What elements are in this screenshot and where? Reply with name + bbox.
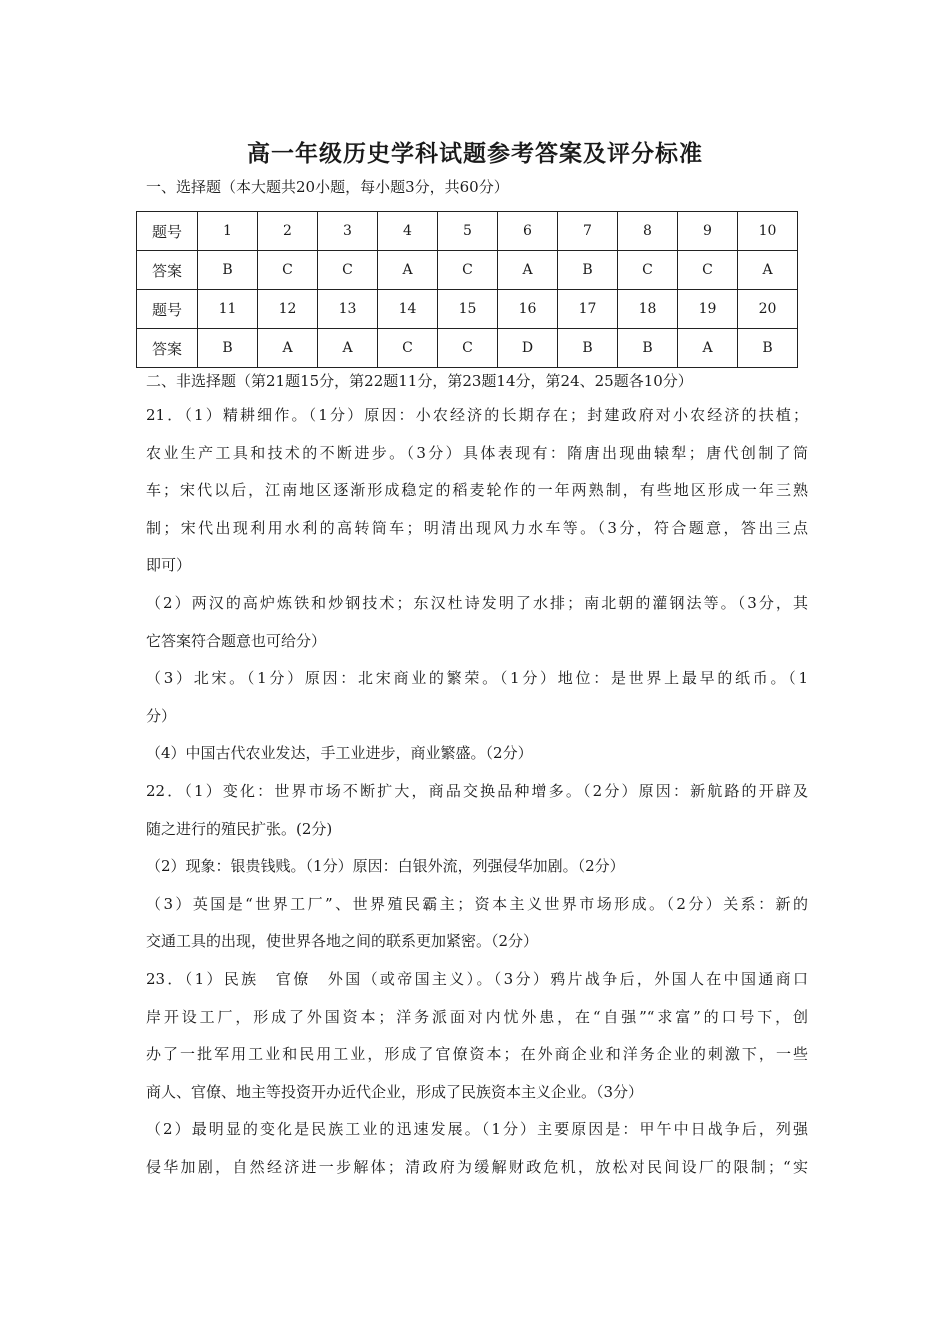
text-line: 商人、官僚、地主等投资开办近代企业，形成了民族资本主义企业。（3分） bbox=[146, 1082, 644, 1101]
table-row bbox=[137, 251, 798, 290]
table-cell: 6 bbox=[498, 212, 558, 251]
table-cell: C bbox=[678, 251, 738, 290]
table-cell: 5 bbox=[438, 212, 498, 251]
text-line: 岸开设工厂，形成了外国资本；洋务派面对内忧外患，在“自强”“求富”的口号下，创 bbox=[146, 1007, 808, 1026]
table-cell: 14 bbox=[378, 290, 438, 329]
table-cell: 2 bbox=[258, 212, 318, 251]
table-cell: 8 bbox=[618, 212, 678, 251]
table-cell: 19 bbox=[678, 290, 738, 329]
table-cell: 16 bbox=[498, 290, 558, 329]
text-line: （2）现象：银贵钱贱。（1分）原因：白银外流，列强侵华加剧。（2分） bbox=[146, 857, 625, 876]
table-cell: 15 bbox=[438, 290, 498, 329]
table-cell: C bbox=[438, 251, 498, 290]
table-cell: 4 bbox=[378, 212, 438, 251]
table-row bbox=[137, 212, 798, 251]
table-cell: 13 bbox=[318, 290, 378, 329]
row-label: 答案 bbox=[137, 251, 198, 290]
text-line: 交通工具的出现，使世界各地之间的联系更加紧密。（2分） bbox=[146, 932, 539, 951]
answer-text bbox=[146, 397, 808, 1186]
answer-table bbox=[136, 211, 798, 368]
table-cell: B bbox=[558, 251, 618, 290]
table-cell: 12 bbox=[258, 290, 318, 329]
table-cell: C bbox=[318, 251, 378, 290]
table-cell: 17 bbox=[558, 290, 618, 329]
text-line: （3）英国是“世界工厂”、世界殖民霸主；资本主义世界市场形成。（2分）关系：新的 bbox=[146, 894, 808, 913]
table-cell: A bbox=[738, 251, 798, 290]
text-line: 它答案符合题意也可给分） bbox=[146, 631, 327, 650]
table-cell: B bbox=[198, 251, 258, 290]
table-cell: C bbox=[438, 329, 498, 368]
text-line: 23．（1）民族 官僚 外国（或帝国主义）。（3分）鸦片战争后，外国人在中国通商口 bbox=[146, 969, 808, 988]
row-label: 题号 bbox=[137, 212, 198, 251]
text-line: 22．（1）变化：世界市场不断扩大，商品交换品种增多。（2分）原因：新航路的开辟及 bbox=[146, 781, 808, 800]
text-line: 制；宋代出现利用水利的高转筒车；明清出现风力水车等。（3分，符合题意，答出三点 bbox=[146, 518, 808, 537]
table-cell: 11 bbox=[198, 290, 258, 329]
table-cell: 1 bbox=[198, 212, 258, 251]
table-cell: A bbox=[498, 251, 558, 290]
section-heading-nonchoice: 二、非选择题（第21题15分，第22题11分，第23题14分，第24、25题各10分） bbox=[146, 372, 693, 390]
row-label: 答案 bbox=[137, 329, 198, 368]
table-cell: C bbox=[378, 329, 438, 368]
text-line: （2）两汉的高炉炼铁和炒钢技术；东汉杜诗发明了水排；南北朝的灌钢法等。（3分，其 bbox=[146, 593, 808, 612]
table-cell: B bbox=[198, 329, 258, 368]
table-cell: 3 bbox=[318, 212, 378, 251]
text-line: 分） bbox=[146, 706, 177, 725]
text-line: 农业生产工具和技术的不断进步。（3分）具体表现有：隋唐出现曲辕犁；唐代创制了筒 bbox=[146, 443, 808, 462]
table-cell: 10 bbox=[738, 212, 798, 251]
table-cell: 20 bbox=[738, 290, 798, 329]
text-line: 即可） bbox=[146, 556, 192, 575]
text-line: 侵华加剧，自然经济进一步解体；清政府为缓解财政危机，放松对民间设厂的限制；“实 bbox=[146, 1157, 808, 1176]
text-line: 车；宋代以后，江南地区逐渐形成稳定的稻麦轮作的一年两熟制，有些地区形成一年三熟 bbox=[146, 481, 808, 500]
table-cell: B bbox=[558, 329, 618, 368]
text-line: （2）最明显的变化是民族工业的迅速发展。（1分）主要原因是：甲午中日战争后，列强 bbox=[146, 1120, 808, 1139]
section-heading-choice: 一、选择题（本大题共20小题，每小题3分，共60分） bbox=[146, 178, 509, 196]
table-cell: B bbox=[738, 329, 798, 368]
page-title: 高一年级历史学科试题参考答案及评分标准 bbox=[247, 141, 703, 167]
table-cell: A bbox=[258, 329, 318, 368]
table-row bbox=[137, 329, 798, 368]
table-cell: A bbox=[378, 251, 438, 290]
table-cell: 7 bbox=[558, 212, 618, 251]
text-line: 随之进行的殖民扩张。(2分) bbox=[146, 819, 333, 838]
text-line: 办了一批军用工业和民用工业，形成了官僚资本；在外商企业和洋务企业的刺激下，一些 bbox=[146, 1045, 808, 1064]
table-cell: D bbox=[498, 329, 558, 368]
table-row bbox=[137, 290, 798, 329]
table-cell: B bbox=[618, 329, 678, 368]
text-line: （4）中国古代农业发达，手工业进步，商业繁盛。（2分） bbox=[146, 744, 533, 763]
table-cell: 18 bbox=[618, 290, 678, 329]
table-cell: 9 bbox=[678, 212, 738, 251]
table-cell: C bbox=[618, 251, 678, 290]
row-label: 题号 bbox=[137, 290, 198, 329]
text-line: 21．（1）精耕细作。（1分）原因：小农经济的长期存在；封建政府对小农经济的扶植； bbox=[146, 406, 808, 424]
table-cell: A bbox=[318, 329, 378, 368]
table-cell: A bbox=[678, 329, 738, 368]
text-line: （3）北宋。（1分）原因：北宋商业的繁荣。（1分）地位：是世界上最早的纸币。（1 bbox=[146, 669, 808, 688]
table-cell: C bbox=[258, 251, 318, 290]
